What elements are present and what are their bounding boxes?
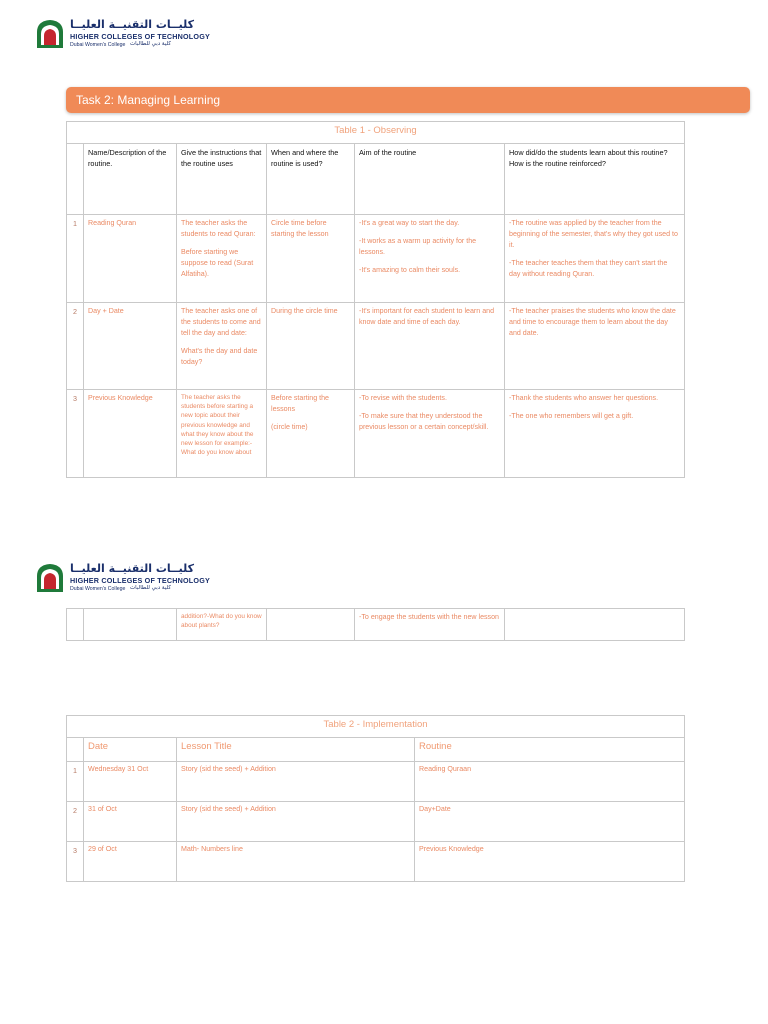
routine-instructions: The teacher asks the students before starting a new topic about their previous knowledge and what they know about the new lesson for example:-What do you know about	[177, 390, 267, 478]
table-row	[67, 390, 685, 478]
row-number	[67, 609, 84, 641]
college-name-arabic: كليــات التقنيــة العليــا	[70, 562, 194, 575]
table-observing	[66, 121, 685, 478]
routine-how: -Thank the students who answer her questions. -The one who remembers will get a gift.	[505, 390, 685, 478]
routine-aim: -To engage the students with the new lesson	[355, 609, 505, 641]
table-caption: Table 2 - Implementation	[67, 716, 685, 738]
header-num	[67, 738, 84, 762]
campus-name-arabic: كلية دبي للطالبات	[130, 41, 171, 47]
row-number: 3	[67, 390, 84, 478]
routine-aim: -It's important for each student to learn and know date and time of each day.	[355, 303, 505, 390]
routine-instructions: The teacher asks one of the students to come and tell the day and date: What's the day and date today?	[177, 303, 267, 390]
lesson-title: Story (sid the seed) + Addition	[177, 762, 415, 802]
table-row	[67, 609, 685, 641]
lesson-date: Wednesday 31 Oct	[84, 762, 177, 802]
header-when: When and where the routine is used?	[267, 144, 355, 215]
routine-instructions: addition?-What do you know about plants?	[177, 609, 267, 641]
table-observing-continued	[66, 608, 685, 641]
routine-aim: -It's a great way to start the day. -It works as a warm up activity for the lessons. -It's amazing to calm their souls.	[355, 215, 505, 303]
header-name: Name/Description of the routine.	[84, 144, 177, 215]
routine-instructions: The teacher asks the students to read Quran: Before starting we suppose to read (Surat Alfatiha).	[177, 215, 267, 303]
row-number: 3	[67, 842, 84, 882]
college-emblem-icon	[34, 562, 66, 594]
campus-name: Dubai Women's College	[70, 42, 126, 48]
lesson-date: 29 of Oct	[84, 842, 177, 882]
routine-how: -The teacher praises the students who know the date and time to encourage them to learn about the day and date.	[505, 303, 685, 390]
routine-when	[267, 609, 355, 641]
row-number: 2	[67, 303, 84, 390]
table-row	[67, 215, 685, 303]
header-routine: Routine	[415, 738, 685, 762]
campus-name-arabic: كلية دبي للطالبات	[130, 585, 171, 591]
row-number: 1	[67, 762, 84, 802]
routine-aim: -To revise with the students. -To make sure that they understood the previous lesson or a certain concept/skill.	[355, 390, 505, 478]
routine-name	[84, 609, 177, 641]
routine-how	[505, 609, 685, 641]
college-name-arabic: كليــات التقنيــة العليــا	[70, 18, 194, 31]
college-emblem-icon	[34, 18, 66, 50]
row-number: 2	[67, 802, 84, 842]
header-date: Date	[84, 738, 177, 762]
row-number: 1	[67, 215, 84, 303]
table-row	[67, 802, 685, 842]
routine-name: Day + Date	[84, 303, 177, 390]
routine-when: Before starting the lessons (circle time)	[267, 390, 355, 478]
routine-when: Circle time before starting the lesson	[267, 215, 355, 303]
college-name: HIGHER COLLEGES OF TECHNOLOGY	[70, 32, 210, 41]
routine-how: -The routine was applied by the teacher from the beginning of the semester, that's why they got used to it. -The teacher teaches them that they can't start the day without reading Quran.	[505, 215, 685, 303]
lesson-routine: Previous Knowledge	[415, 842, 685, 882]
header-num	[67, 144, 84, 215]
lesson-title: Story (sid the seed) + Addition	[177, 802, 415, 842]
campus-name: Dubai Women's College	[70, 586, 126, 592]
table-row	[67, 762, 685, 802]
header-lesson-title: Lesson Title	[177, 738, 415, 762]
lesson-routine: Day+Date	[415, 802, 685, 842]
table-row	[67, 842, 685, 882]
header-how: How did/do the students learn about this routine? How is the routine reinforced?	[505, 144, 685, 215]
task-banner	[66, 87, 750, 113]
table-caption: Table 1 - Observing	[67, 122, 685, 144]
header-instructions: Give the instructions that the routine uses	[177, 144, 267, 215]
table-implementation	[66, 715, 685, 882]
college-name: HIGHER COLLEGES OF TECHNOLOGY	[70, 576, 210, 585]
lesson-date: 31 of Oct	[84, 802, 177, 842]
table-row	[67, 303, 685, 390]
lesson-routine: Reading Quraan	[415, 762, 685, 802]
task-title: Task 2: Managing Learning	[76, 93, 221, 107]
routine-when: During the circle time	[267, 303, 355, 390]
college-logo	[34, 562, 210, 596]
lesson-title: Math- Numbers line	[177, 842, 415, 882]
header-aim: Aim of the routine	[355, 144, 505, 215]
routine-name: Reading Quran	[84, 215, 177, 303]
routine-name: Previous Knowledge	[84, 390, 177, 478]
college-logo	[34, 18, 210, 52]
